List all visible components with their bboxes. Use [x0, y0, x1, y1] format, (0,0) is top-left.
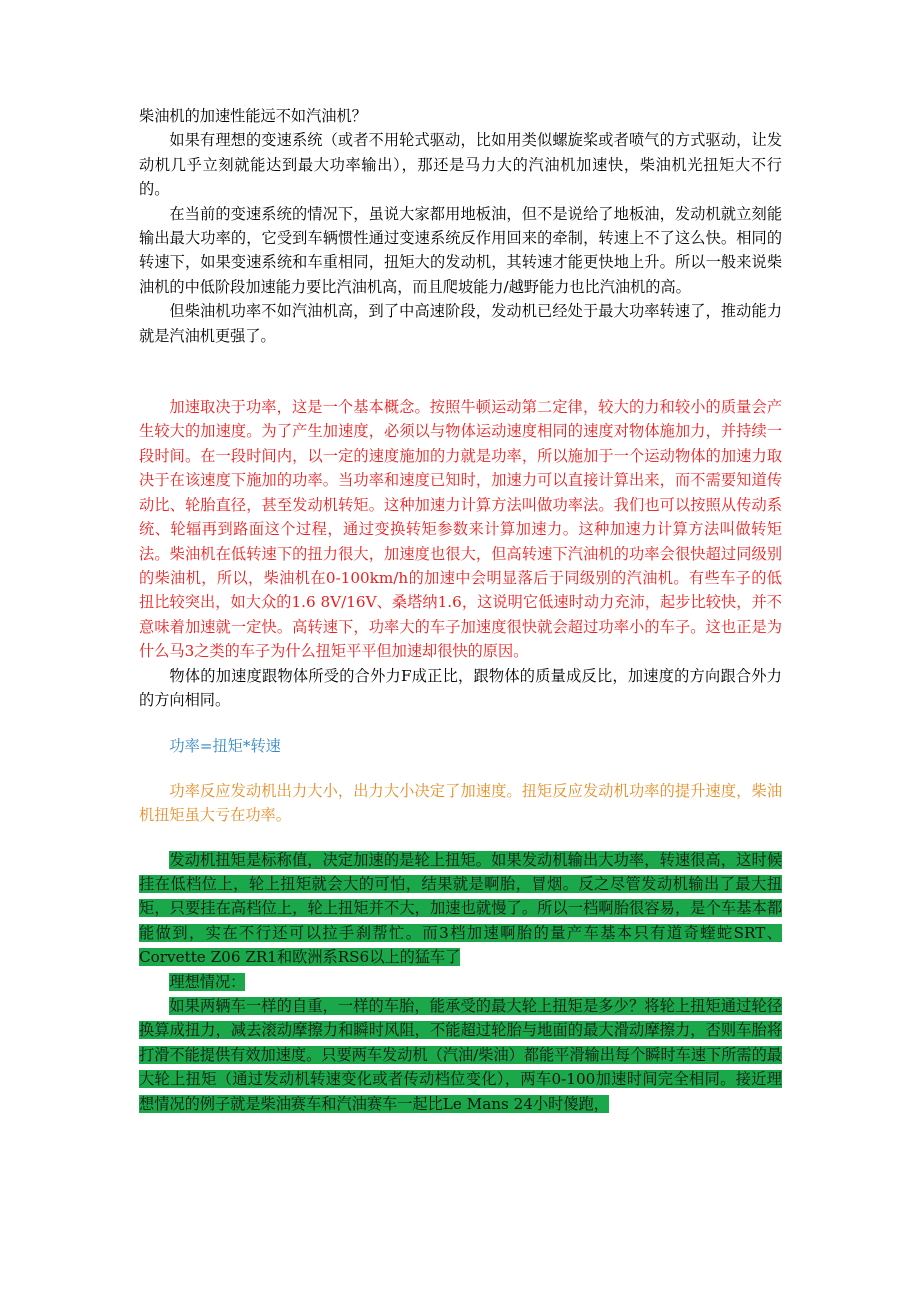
paragraph-high-speed: 但柴油机功率不如汽油机高，到了中高速阶段，发动机已经处于最大功率转速了，推动能力就是汽油机更强了。	[139, 302, 782, 345]
paragraph-power-torque: 功率反应发动机出力大小，出力大小决定了加速度。扭矩反应发动机功率的提升速度，柴油机扭矩虽大亏在功率。	[139, 781, 782, 825]
ideal-case-heading	[139, 970, 782, 994]
spacer	[139, 828, 782, 848]
highlight-wheel-torque: 发动机扭矩是标称值，决定加速的是轮上扭矩。如果发动机输出大功率，转速很高，这时候挂在低档位上，轮上扭矩就会大的可怕，结果就是啊胎，冒烟。反之尽管发动机输出了最大扭矩，只要挂在高档位上，轮上扭矩并不大，加速也就慢了。所以一档啊胎很容易，是个车基本都能做到，实在不行还可以拉手刹帮忙。而3档加速啊胎的量产车基本只有道奇蝰蛇SRT、Corvette Z06 ZR1和欧洲系RS6以上的猛车了	[139, 850, 782, 967]
formula-line: 功率=扭矩*转速	[169, 737, 281, 756]
question-heading: 柴油机的加速性能远不如汽油机？	[139, 107, 367, 125]
spacer	[139, 759, 782, 779]
paragraph-ideal-case	[139, 994, 782, 1116]
highlight-ideal-case-body: 如果两辆车一样的自重，一样的车胎，能承受的最大轮上扭矩是多少？将轮上扭矩通过轮径换算成扭力，减去滚动摩擦力和瞬时风阻，不能超过轮胎与地面的最大滑动摩擦力，否则车胎将打滑不能提供有效加速度。只要两车发动机（汽油/柴油）都能平滑输出每个瞬时车速下所需的最大轮上扭矩（通过发动机转速变化或者传动档位变化），两车0-100加速时间完全相同。接近理想情况的例子就是柴油赛车和汽油赛车一起比Le Mans 24小时傻跑，	[139, 997, 782, 1113]
paragraph-current-transmission: 在当前的变速系统的情况下，虽说大家都用地板油，但不是说给了地板油，发动机就立刻能输出最大功率的，它受到车辆惯性通过变速系统反作用回来的牵制，转速上不了这么快。相同的转速下，如果变速系统和车重相同，扭矩大的发动机，其转速才能更快地上升。所以一般来说柴油机的中低阶段加速能力要比汽油机高，而且爬坡能力/越野能力也比汽油机的高。	[139, 204, 782, 296]
paragraph-wheel-torque	[139, 848, 782, 970]
paragraph-power-acceleration: 加速取决于功率，这是一个基本概念。按照牛顿运动第二定律，较大的力和较小的质量会产生较大的加速度。为了产生加速度，必须以与物体运动速度相同的速度对物体施加力，并持续一段时间。在一段时间内，以一定的速度施加的力就是功率，所以施加于一个运动物体的加速力取决于在该速度下施加的功率。当功率和速度已知时，加速力可以直接计算出来，而不需要知道传动比、轮胎直径，甚至发动机转矩。这种加速力计算方法叫做功率法。我们也可以按照从传动系统、轮辐再到路面这个过程，通过变换转矩参数来计算加速力。这种加速力计算方法叫做转矩法。柴油机在低转速下的扭力很大，加速度也很大，但高转速下汽油机的功率会很快超过同级别的柴油机，所以，柴油机在0-100km/h的加速中会明显落后于同级别的汽油机。有些车子的低扭比较突出，如大众的1.6 8V/16V、桑塔纳1.6，这说明它低速时动力充沛，起步比较快，并不意味着加速就一定快。高转速下，功率大的车子加速度很快就会超过功率小的车子。这也正是为什么马3之类的车子为什么扭矩平平但加速却很快的原因。	[139, 398, 782, 661]
paragraph-ideal-transmission: 如果有理想的变速系统（或者不用轮式驱动，比如用类似螺旋桨或者喷气的方式驱动，让发动机几乎立刻就能达到最大功率输出），那还是马力大的汽油机加速快，柴油机光扭矩大不行的。	[139, 131, 782, 199]
paragraph-newton-law: 物体的加速度跟物体所受的合外力F成正比，跟物体的质量成反比，加速度的方向跟合外力的方向相同。	[139, 666, 782, 709]
highlight-ideal-case: 理想情况：	[169, 972, 246, 991]
spacer	[139, 348, 782, 395]
document-body	[139, 104, 782, 1116]
spacer	[139, 712, 782, 734]
